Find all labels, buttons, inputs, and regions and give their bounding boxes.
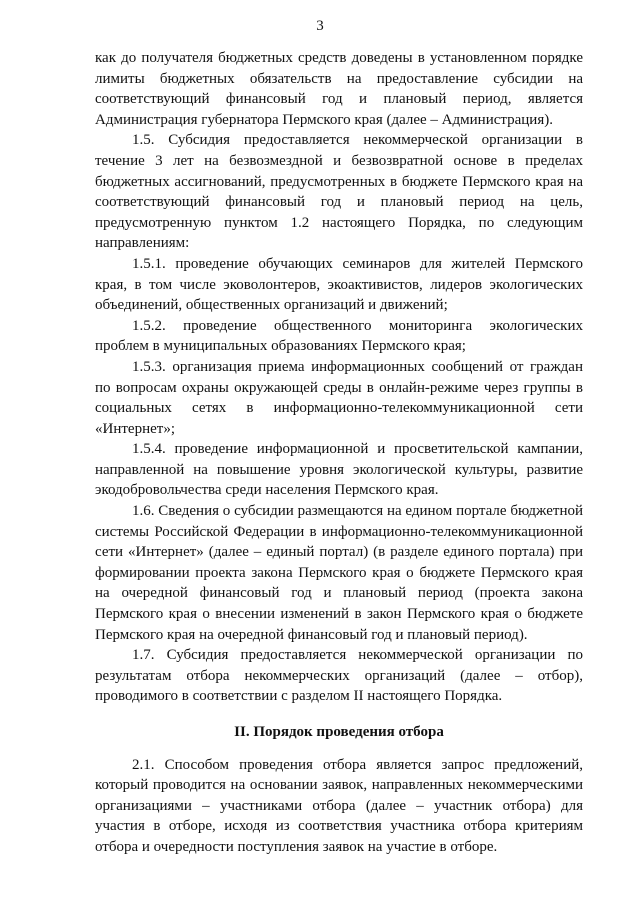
paragraph-1-5-1: 1.5.1. проведение обучающих семинаров для жителей Пермского края, в том числе эковолонтеров, экоактивистов, лидеров экологических объединений, общественных организаций и движений;: [95, 255, 583, 314]
page-number: 3: [316, 18, 324, 34]
paragraph-1-5-4: 1.5.4. проведение информационной и просветительской кампании, направленной на повышение уровня экологической культуры, развитие экодобровольчества среди населения Пермского края.: [95, 441, 583, 499]
section-heading: II. Порядок проведения отбора: [234, 724, 444, 740]
paragraph-1-5: 1.5. Субсидия предоставляется некоммерческой организации в течение 3 лет на безвозмездной и безвозвратной основе в пределах бюджетных ассигнований, предусмотренных в бюджете Пермского края на соответствующий финансовый год и плановый период на цель, предусмотренную пунктом 1.2 настоящего Порядка, по следующим направлениям:: [95, 132, 583, 252]
paragraph-1-6: 1.6. Сведения о субсидии размещаются на едином портале бюджетной системы Российской Федерации в информационно-телекоммуникационной сети «Интернет» (далее – единый портал) (в разделе единого портала) при формировании проекта закона Пермского края о бюджете Пермского края на очередной финансовый год и плановый период (проекта закона Пермского края о внесении изменений в закон Пермского края о бюджете Пермского края на очередной финансовый год и плановый период).: [95, 503, 583, 643]
paragraph-1-7: 1.7. Субсидия предоставляется некоммерческой организации по результатам отбора некоммерческих организаций (далее – отбор), проводимого в соответствии с разделом II настоящего Порядка.: [95, 647, 583, 705]
document-body: [95, 48, 583, 858]
paragraph-1-5-2: 1.5.2. проведение общественного мониторинга экологических проблем в муниципальных образованиях Пермского края;: [95, 317, 583, 355]
paragraph-1-5-3: 1.5.3. организация приема информационных сообщений от граждан по вопросам охраны окружающей среды в онлайн-режиме через группы в социальных сетях в информационно-телекоммуникационной сети «Интернет»;: [95, 358, 583, 437]
paragraph-continuation: как до получателя бюджетных средств доведены в установленном порядке лимиты бюджетных обязательств на предоставление субсидии на соответствующий финансовый год и плановый период, является Администрация губернатора Пермского края (далее – Администрация).: [95, 50, 583, 128]
paragraph-2-1: 2.1. Способом проведения отбора является запрос предложений, который проводится на основании заявок, направленных некоммерческими организациями – участниками отбора (далее – участник отбора) для участия в отборе, исходя из соответствия участника отбора критериям отбора и очередности поступления заявок на участие в отборе.: [95, 756, 583, 855]
